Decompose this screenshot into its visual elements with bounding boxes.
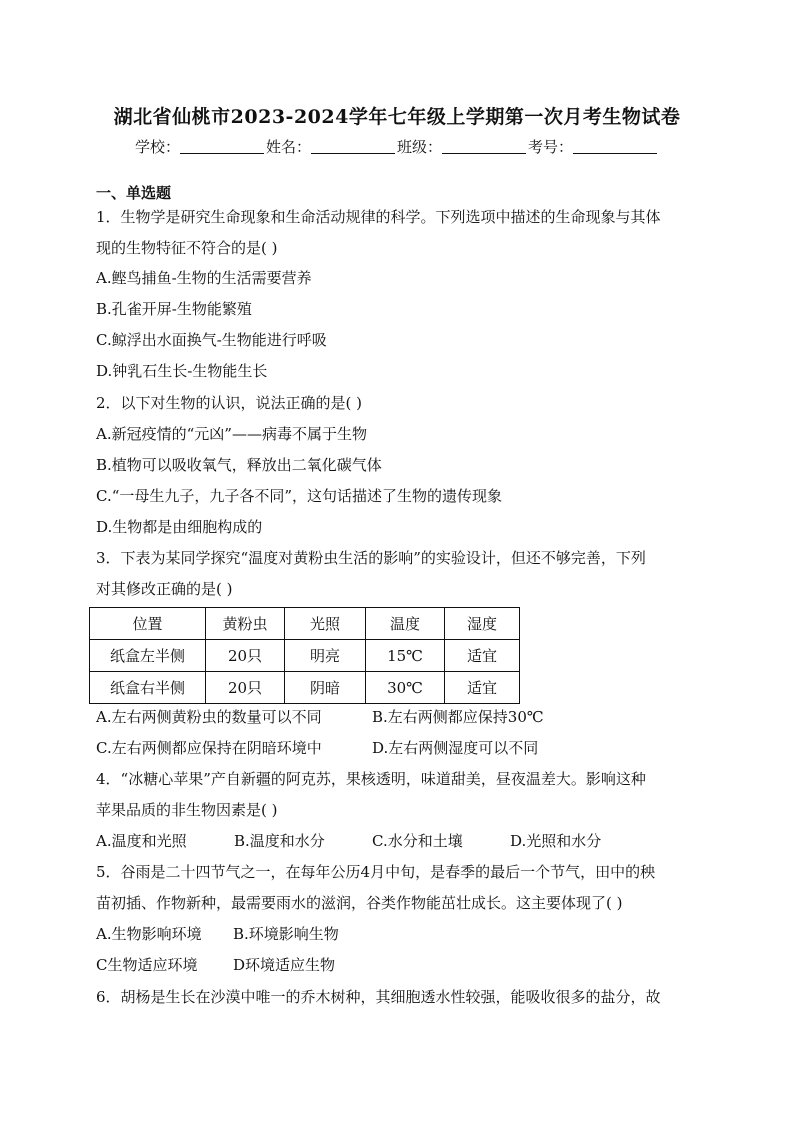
q5-options-row1 (96, 923, 339, 944)
q3-stem-line1: 3．下表为某同学探究“温度对黄粉虫生活的影响”的实验设计，但还不够完善，下列 (96, 549, 646, 567)
student-info-row (0, 136, 794, 157)
q6-stem-line1: 6．胡杨是生长在沙漠中唯一的乔木树种，其细胞透水性较强，能吸收很多的盐分，故 (96, 988, 661, 1006)
table-cell: 30℃ (366, 672, 445, 704)
q4-stem-line2: 苹果品质的非生物因素是( ) (96, 801, 278, 819)
table-header-cell: 黄粉虫 (206, 608, 285, 640)
q4-stem-line1: 4．“冰糖心苹果”产自新疆的阿克苏，果核透明，味道甜美，昼夜温差大。影响这种 (96, 770, 646, 788)
table-cell: 20只 (206, 640, 285, 672)
q4-option-c: C.水分和土壤 (372, 832, 463, 850)
experiment-table (89, 607, 520, 704)
q1-option-c: C.鲸浮出水面换气-生物能进行呼吸 (96, 331, 327, 349)
table-cell: 适宜 (445, 640, 520, 672)
table-row (90, 672, 520, 704)
table-row (90, 640, 520, 672)
q2-option-d: D.生物都是由细胞构成的 (96, 518, 263, 536)
table-cell: 15℃ (366, 640, 445, 672)
q1-stem-line2: 现的生物特征不符合的是( ) (96, 239, 278, 257)
table-cell: 纸盒左半侧 (90, 640, 206, 672)
table-cell: 纸盒右半侧 (90, 672, 206, 704)
q1-option-a: A.鲣鸟捕鱼-生物的生活需要营养 (96, 269, 312, 287)
name-blank[interactable] (311, 139, 395, 154)
q5-option-a: A.生物影响环境 (96, 925, 202, 943)
q5-stem-line1: 5．谷雨是二十四节气之一，在每年公历4月中旬，是春季的最后一个节气，田中的秧 (96, 863, 656, 881)
number-blank[interactable] (573, 139, 657, 154)
q5-option-b: B.环境影响生物 (233, 925, 339, 943)
class-blank[interactable] (442, 139, 526, 154)
table-header-cell: 湿度 (445, 608, 520, 640)
q5-options-row2 (96, 954, 335, 975)
q4-options-row (96, 830, 601, 851)
q2-stem: 2．以下对生物的认识，说法正确的是( ) (96, 394, 363, 412)
q3-options-row1 (96, 706, 544, 727)
table-header-cell: 位置 (90, 608, 206, 640)
q3-stem-line2: 对其修改正确的是( ) (96, 580, 233, 598)
q3-option-b: B.左右两侧都应保持30℃ (372, 708, 544, 726)
q3-option-a: A.左右两侧黄粉虫的数量可以不同 (96, 708, 322, 726)
school-blank[interactable] (180, 139, 264, 154)
q2-option-c: C.“一母生九子，九子各不同”，这句话描述了生物的遗传现象 (96, 487, 503, 505)
table-header-cell: 温度 (366, 608, 445, 640)
class-label: 班级： (397, 138, 443, 156)
q5-option-c: C生物适应环境 (96, 956, 198, 974)
q1-option-d: D.钟乳石生长-生物能生长 (96, 362, 268, 380)
section-heading: 一、单选题 (96, 184, 172, 202)
q2-option-b: B.植物可以吸收氧气，释放出二氧化碳气体 (96, 456, 382, 474)
q4-option-b: B.温度和水分 (234, 832, 325, 850)
q5-stem-line2: 苗初插、作物新种，最需要雨水的滋润，谷类作物能茁壮成长。这主要体现了( ) (96, 894, 623, 912)
q1-option-b: B.孔雀开屏-生物能繁殖 (96, 300, 252, 318)
q1-stem-line1: 1．生物学是研究生命现象和生命活动规律的科学。下列选项中描述的生命现象与其体 (96, 208, 661, 226)
table-cell: 20只 (206, 672, 285, 704)
q3-options-row2 (96, 737, 538, 758)
school-label: 学校： (134, 138, 180, 156)
table-cell: 阴暗 (285, 672, 366, 704)
q2-option-a: A.新冠疫情的“元凶”——病毒不属于生物 (96, 425, 367, 443)
table-cell: 适宜 (445, 672, 520, 704)
q3-option-c: C.左右两侧都应保持在阴暗环境中 (96, 739, 322, 757)
exam-title: 湖北省仙桃市2023-2024学年七年级上学期第一次月考生物试卷 (113, 106, 681, 128)
q4-option-a: A.温度和光照 (96, 832, 187, 850)
table-cell: 明亮 (285, 640, 366, 672)
q5-option-d: D环境适应生物 (233, 956, 336, 974)
q3-option-d: D.左右两侧湿度可以不同 (372, 739, 539, 757)
table-header-row (90, 608, 520, 640)
table-header-cell: 光照 (285, 608, 366, 640)
name-label: 姓名： (265, 138, 311, 156)
number-label: 考号： (528, 138, 574, 156)
q4-option-d: D.光照和水分 (510, 832, 602, 850)
